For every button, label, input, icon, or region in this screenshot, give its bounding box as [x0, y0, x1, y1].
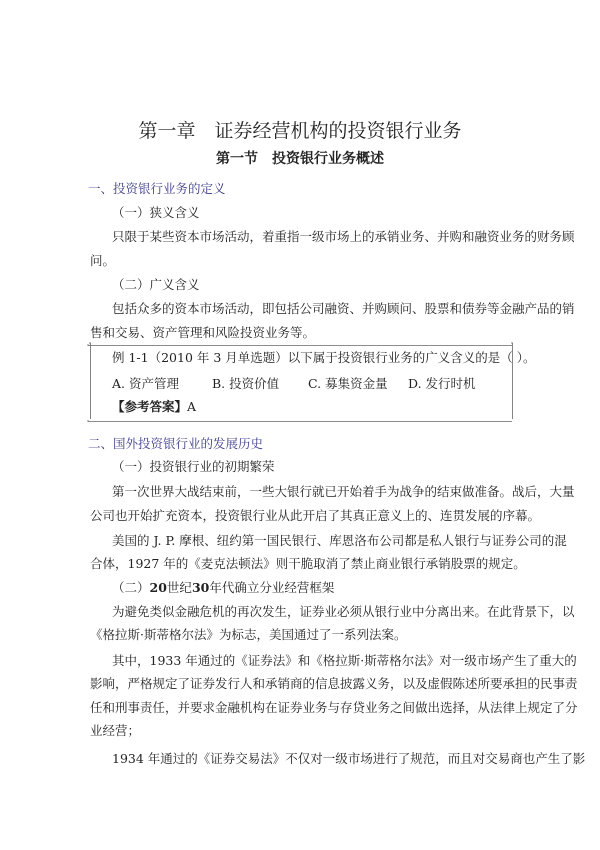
paragraph-line: 《格拉斯·斯蒂格尔法》为标志，美国通过了一系列法案。 — [90, 627, 407, 642]
sub-suffix: 年代确立分业经营框架 — [209, 580, 335, 595]
answer-value: A — [187, 399, 197, 414]
option-c: C. 募集资金量 — [308, 376, 388, 391]
paragraph-line: 业经营； — [90, 723, 141, 738]
paragraph-line: 问。 — [90, 253, 116, 268]
paragraph-line: 其中，1933 年通过的《证券法》和《格拉斯·斯蒂格尔法》对一级市场产生了重大的 — [112, 653, 577, 668]
sub-mid: 世纪 — [166, 580, 192, 595]
subheading-broad: （二）广义含义 — [112, 277, 200, 292]
paragraph-line: 为避免类似金融危机的再次发生，证券业必须从银行业中分离出来。在此背景下，以 — [112, 604, 575, 619]
subheading-early: （一）投资银行业的初期繁荣 — [112, 459, 275, 474]
paragraph-line: 第一次世界大战结束前，一些大银行就已开始着手为战争的结束做准备。战后，大量 — [112, 484, 575, 499]
paragraph-line: 1934 年通过的《证券交易法》不仅对一级市场进行了规范，而且对交易商也产生了影 — [112, 751, 586, 766]
subheading-1930s — [112, 580, 334, 596]
heading-history: 二、国外投资银行业的发展历史 — [88, 436, 264, 451]
sub-prefix: （二） — [112, 580, 150, 595]
paragraph-line: 公司也开始扩充资本，投资银行业从此开启了其真正意义上的、连贯发展的序幕。 — [90, 508, 541, 523]
paragraph-line: 只限于某些资本市场活动，着重指一级市场上的承销业务、并购和融资业务的财务顾 — [112, 229, 575, 244]
option-b: B. 投资价值 — [212, 376, 280, 391]
paragraph-line: 包括众多的资本市场活动，即包括公司融资、并购顾问、股票和债券等金融产品的销 — [112, 301, 575, 316]
sub-num: 20 — [149, 580, 167, 595]
chapter-title: 第一章 证券经营机构的投资银行业务 — [138, 120, 462, 142]
answer — [112, 399, 196, 415]
sub-num: 30 — [191, 580, 210, 595]
paragraph-line: 任和刑事责任，并要求金融机构在证券业务与存贷业务之间做出选择，从法律上规定了分 — [90, 700, 578, 715]
answer-label: 【参考答案】 — [112, 399, 188, 414]
section-title: 第一节 投资银行业务概述 — [216, 151, 384, 167]
option-d: D. 发行时机 — [408, 376, 476, 391]
option-a: A. 资产管理 — [112, 376, 179, 391]
example-question: 例 1-1（2010 年 3 月单选题）以下属于投资银行业务的广义含义的是（ ）。 — [112, 350, 536, 365]
paragraph-line: 合体，1927 年的《麦克法顿法》则干脆取消了禁止商业银行承销股票的规定。 — [90, 556, 526, 571]
heading-definition: 一、投资银行业务的定义 — [88, 181, 226, 196]
paragraph-line: 美国的 J. P. 摩根、纽约第一国民银行、库恩洛布公司都是私人银行与证券公司的混 — [112, 533, 567, 548]
subheading-narrow: （一）狭义含义 — [112, 205, 200, 220]
paragraph-line: 影响，严格规定了证券发行人和承销商的信息披露义务，以及虚假陈述所要承担的民事责 — [90, 676, 578, 691]
paragraph-line: 售和交易、资产管理和风险投资业务等。 — [90, 325, 316, 340]
